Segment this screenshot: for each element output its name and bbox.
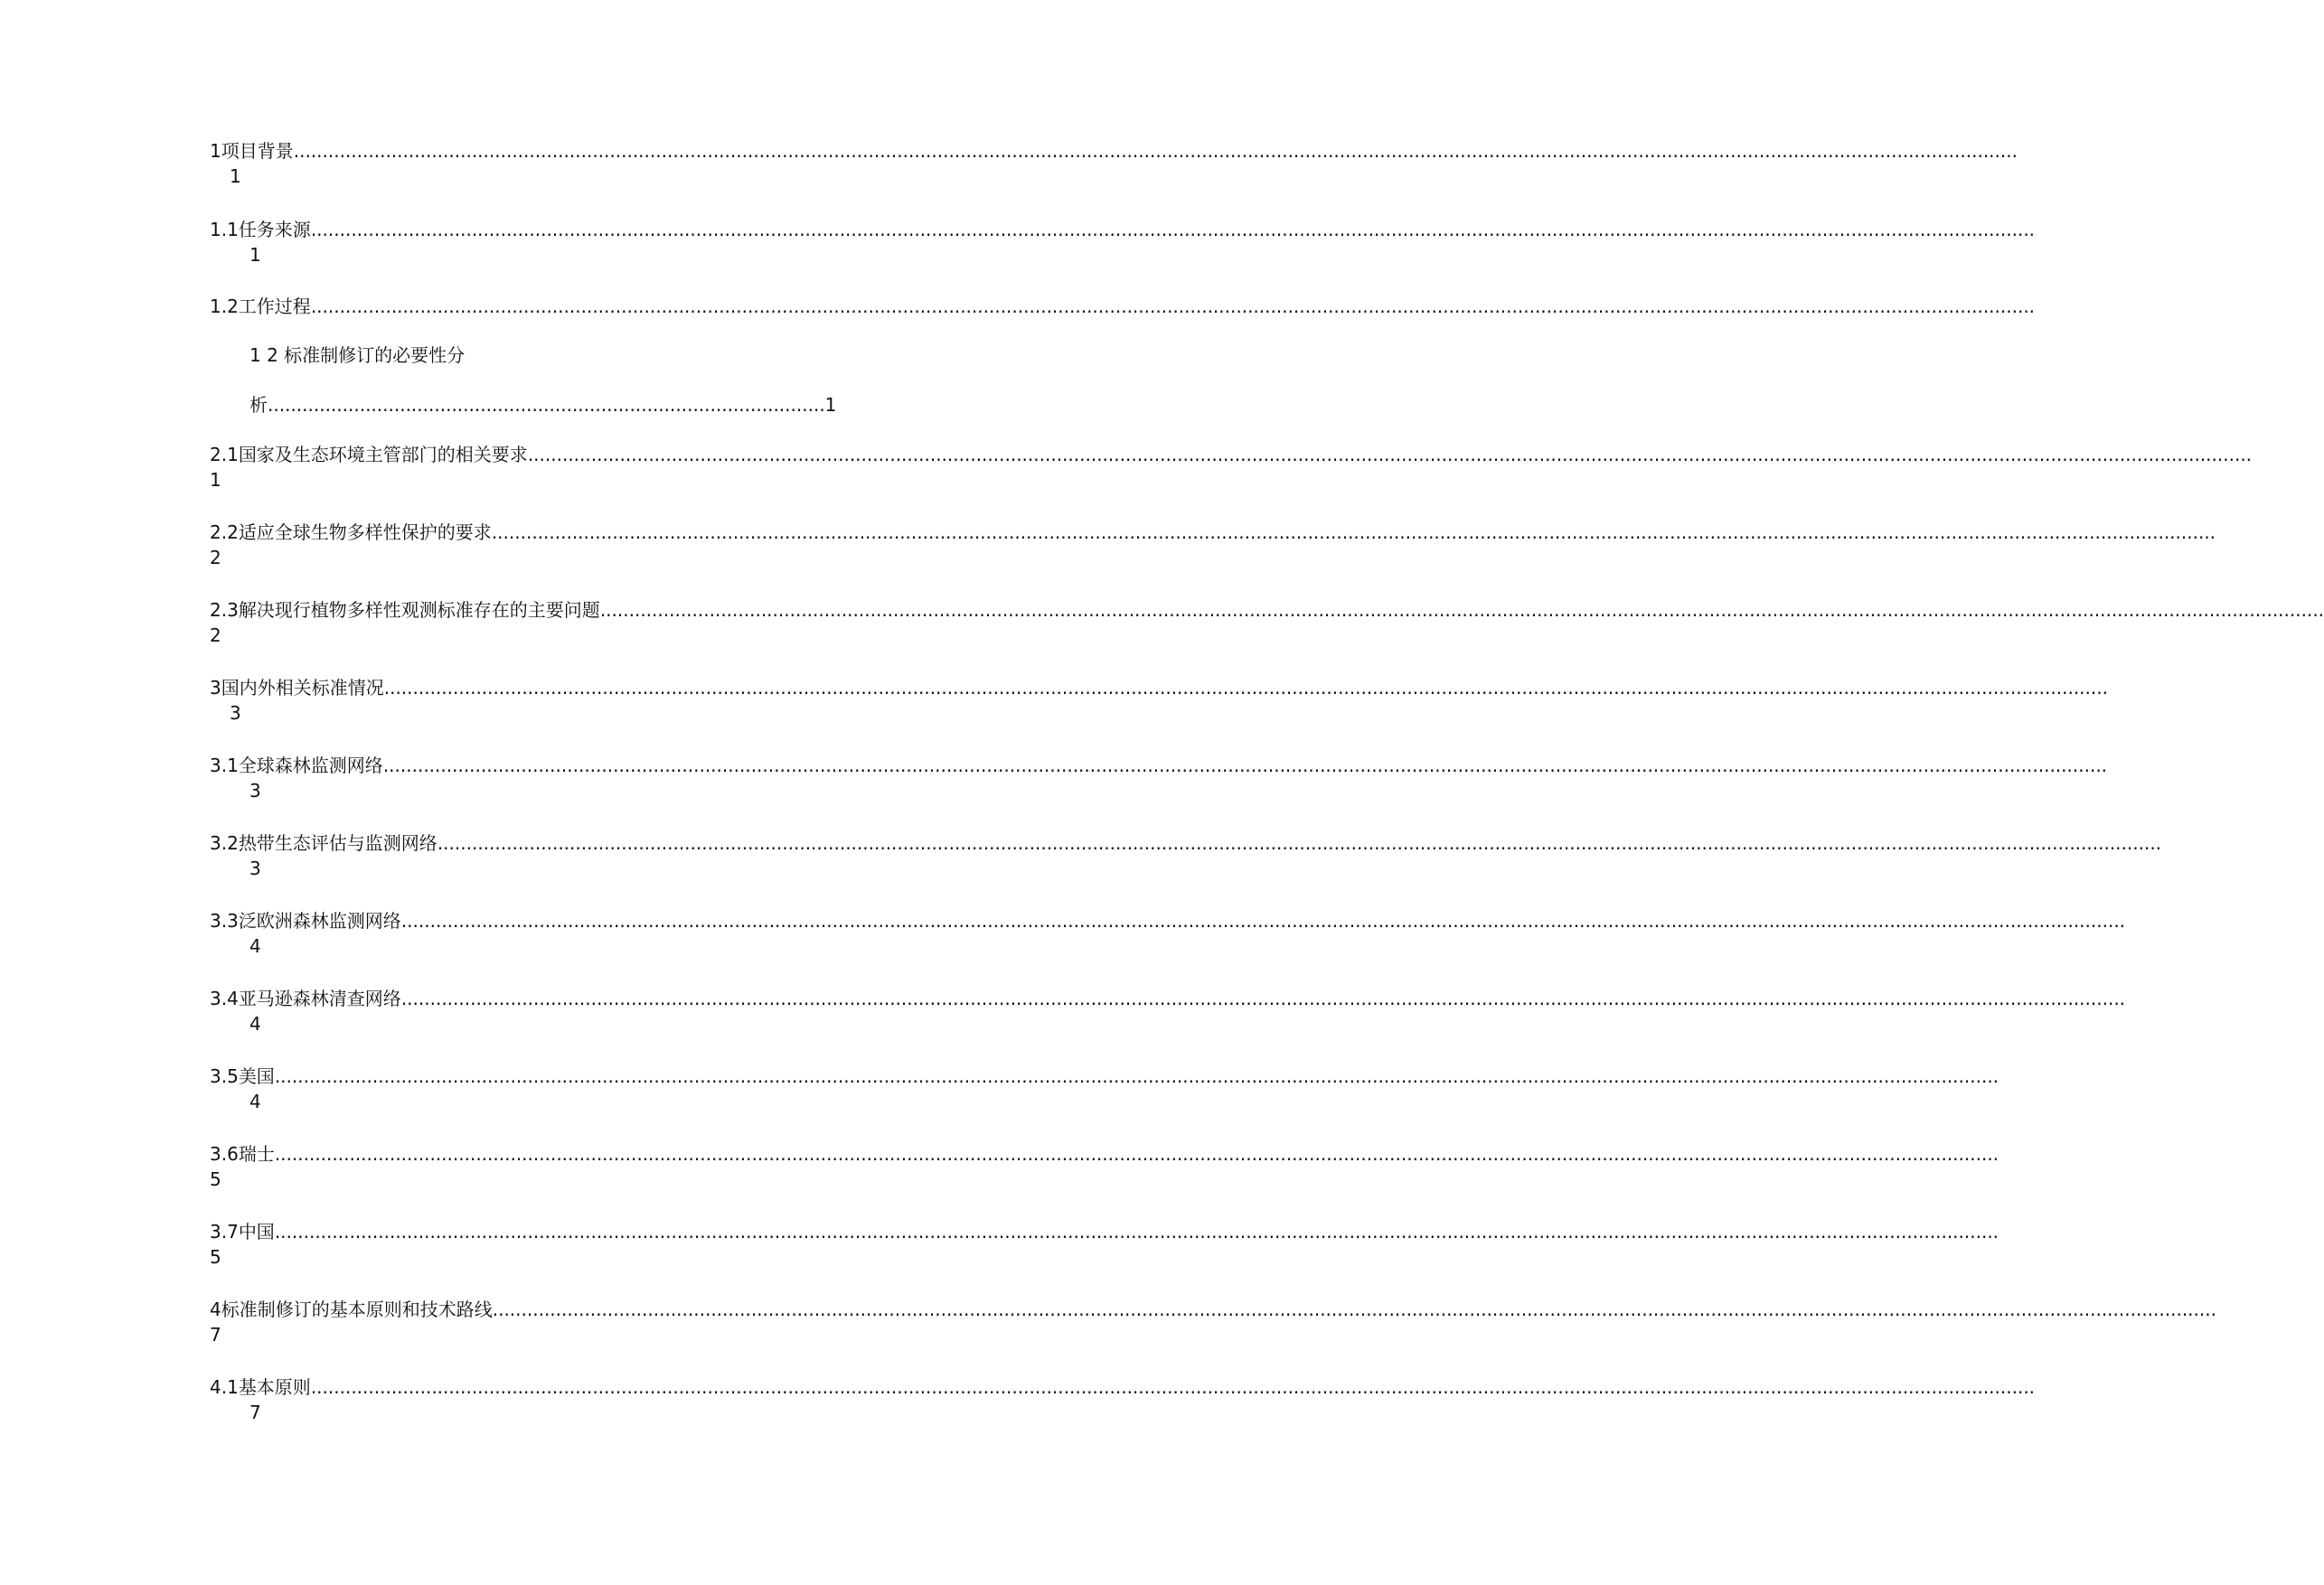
- toc-entry-page: 1: [249, 244, 261, 266]
- toc-entry-page: 7: [249, 1402, 261, 1423]
- toc-leader: ............................................................................................................................................................................................................................................................................................................: [274, 1143, 1999, 1165]
- toc-entry-number: 3.1: [210, 755, 239, 776]
- toc-entry[interactable]: [210, 908, 2126, 959]
- toc-entry-page: 3: [249, 780, 261, 802]
- toc-leader: ............................................................................................................................................................................................................................................................................................................: [437, 832, 2162, 854]
- toc-entry-title: 标准制修订的基本原则和技术路线: [221, 1299, 493, 1320]
- toc-entry-number: 3.2: [210, 832, 239, 854]
- toc-entry-title: 工作过程: [238, 295, 311, 317]
- toc-leader: ............................................................................................................................................................................................................................................................................................................: [491, 521, 2216, 543]
- toc-split-entry-text: 析: [249, 394, 268, 416]
- toc-entry-title: 适应全球生物多样性保护的要求: [238, 521, 492, 543]
- toc-entry-page: 1: [210, 469, 221, 491]
- toc-entry[interactable]: [210, 1219, 1999, 1270]
- toc-leader: .................................................................................................: [268, 394, 825, 416]
- toc-leader: ............................................................................................................................................................................................................................................................................................................: [310, 1376, 2036, 1398]
- toc-entry-page: 1: [230, 165, 241, 187]
- toc-leader: ............................................................................................................................................................................................................................................................................................................: [274, 1221, 1999, 1243]
- toc-leader: ............................................................................................................................................................................................................................................................................................................: [400, 988, 2126, 1009]
- toc-leader: ............................................................................................................................................................................................................................................................................................................: [293, 140, 2018, 162]
- toc-entry-number: 3.3: [210, 910, 239, 932]
- toc-entry[interactable]: [210, 1374, 2036, 1425]
- toc-entry[interactable]: [210, 1141, 1999, 1192]
- toc-entry-number: 4.1: [210, 1376, 239, 1398]
- toc-entry[interactable]: [210, 597, 2324, 648]
- toc-entry[interactable]: [210, 138, 2018, 189]
- toc-entry-title: 国家及生态环境主管部门的相关要求: [238, 444, 528, 465]
- toc-entry[interactable]: [210, 294, 2036, 319]
- toc-leader: ............................................................................................................................................................................................................................................................................................................: [599, 599, 2324, 621]
- toc-entry-number: 3.4: [210, 988, 239, 1009]
- toc-leader: ............................................................................................................................................................................................................................................................................................................: [527, 444, 2253, 465]
- toc-entry[interactable]: [210, 753, 2108, 803]
- toc-entry-page: 7: [210, 1324, 221, 1346]
- toc-entry-title: 基本原则: [238, 1376, 311, 1398]
- toc-entry-title: 美国: [238, 1065, 275, 1087]
- toc-split-entry-line1[interactable]: 1 2 标准制修订的必要性分: [249, 344, 466, 366]
- toc-leader: ............................................................................................................................................................................................................................................................................................................: [400, 910, 2126, 932]
- toc-entry-page: 5: [210, 1246, 221, 1268]
- toc-entry-page: 2: [210, 624, 221, 646]
- toc-entry-number: 1: [210, 140, 221, 162]
- toc-entry-title: 瑞士: [238, 1143, 275, 1165]
- toc-entry[interactable]: [210, 986, 2126, 1036]
- toc-leader: ............................................................................................................................................................................................................................................................................................................: [382, 755, 2108, 776]
- toc-leader: ............................................................................................................................................................................................................................................................................................................: [274, 1065, 1999, 1087]
- toc-entry-page: 4: [249, 1091, 261, 1112]
- toc-split-entry-page: 1: [824, 394, 837, 416]
- toc-entry[interactable]: [210, 217, 2036, 267]
- toc-entry-title: 项目背景: [221, 140, 294, 162]
- toc-entry[interactable]: [210, 520, 2216, 570]
- toc-entry-title: 任务来源: [238, 219, 311, 240]
- toc-entry[interactable]: [210, 830, 2162, 881]
- toc-entry-number: 1.1: [210, 219, 239, 240]
- toc-entry[interactable]: [210, 1064, 1999, 1114]
- toc-entry-page: 3: [230, 702, 241, 724]
- toc-entry-number: 4: [210, 1299, 221, 1320]
- toc-entry-page: 4: [249, 1013, 261, 1035]
- toc-entry-title: 中国: [238, 1221, 275, 1243]
- toc-entry-number: 2.2: [210, 521, 239, 543]
- toc-entry-number: 3.7: [210, 1221, 239, 1243]
- toc-entry-page: 3: [249, 858, 261, 879]
- toc-leader: ............................................................................................................................................................................................................................................................................................................: [310, 295, 2036, 317]
- toc-entry-page: 5: [210, 1168, 221, 1190]
- toc-entry-number: 3: [210, 677, 221, 699]
- toc-entry-number: 3.6: [210, 1143, 239, 1165]
- toc-entry[interactable]: [210, 1297, 2216, 1347]
- toc-entry-page: 2: [210, 547, 221, 568]
- toc-entry-title: 解决现行植物多样性观测标准存在的主要问题: [238, 599, 600, 621]
- toc-split-entry-line2[interactable]: [249, 392, 836, 417]
- toc-entry-title: 热带生态评估与监测网络: [238, 832, 438, 854]
- toc-entry-number: 2.3: [210, 599, 239, 621]
- toc-entry-number: 1.2: [210, 295, 239, 317]
- toc-leader: ............................................................................................................................................................................................................................................................................................................: [310, 219, 2036, 240]
- toc-entry[interactable]: [210, 675, 2108, 726]
- toc-entry-page: 4: [249, 935, 261, 957]
- toc-entry-title: 全球森林监测网络: [238, 755, 383, 776]
- toc-entry-number: 2.1: [210, 444, 239, 465]
- toc-entry-number: 3.5: [210, 1065, 239, 1087]
- toc-entry-title: 亚马逊森林清查网络: [238, 988, 401, 1009]
- toc-leader: ............................................................................................................................................................................................................................................................................................................: [383, 677, 2108, 699]
- toc-entry-title: 国内外相关标准情况: [221, 677, 384, 699]
- toc-entry-title: 泛欧洲森林监测网络: [238, 910, 401, 932]
- toc-entry[interactable]: [210, 442, 2253, 492]
- toc-leader: ............................................................................................................................................................................................................................................................................................................: [492, 1299, 2216, 1320]
